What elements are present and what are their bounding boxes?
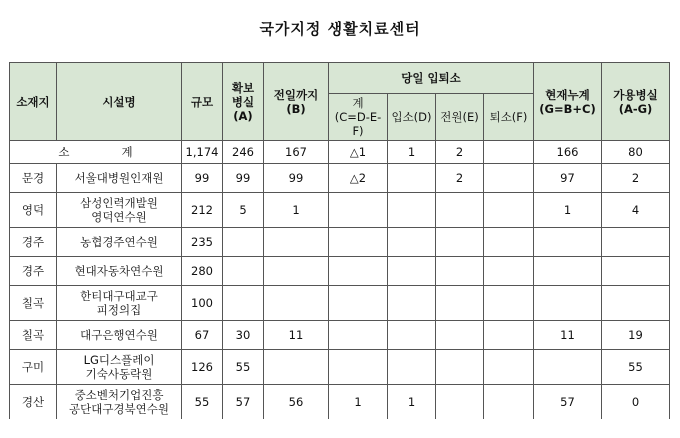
cell-prev: 167: [264, 141, 329, 164]
cell-scale: 100: [182, 286, 223, 321]
cell-region: 경주: [10, 228, 57, 257]
cell-secured: [223, 228, 264, 257]
cell-region: 칠곡: [10, 321, 57, 350]
cell-current: [534, 286, 602, 321]
table-row: [10, 257, 670, 286]
cell-current: 97: [534, 164, 602, 193]
cell-discharge: [484, 257, 534, 286]
page-title: 국가지정 생활치료센터: [259, 20, 421, 38]
cell-facility: 대구은행연수원: [57, 321, 182, 350]
cell-transfer: [436, 350, 484, 385]
table-row: [10, 193, 670, 228]
cell-total: [329, 228, 388, 257]
cell-scale: 212: [182, 193, 223, 228]
cell-available: 0: [602, 385, 670, 420]
cell-transfer: [436, 228, 484, 257]
table-row: [10, 286, 670, 321]
table-row: [10, 228, 670, 257]
cell-scale: 99: [182, 164, 223, 193]
cell-scale: 126: [182, 350, 223, 385]
cell-discharge: [484, 286, 534, 321]
cell-discharge: [484, 141, 534, 164]
header-transfer: 전원(E): [436, 94, 484, 141]
cell-secured: [223, 286, 264, 321]
cell-secured: 30: [223, 321, 264, 350]
cell-scale: 1,174: [182, 141, 223, 164]
cell-total: [329, 193, 388, 228]
header-scale: 규모: [182, 63, 223, 141]
header-secured: 확보 병실 (A): [223, 63, 264, 141]
subtotal-label-b: 계: [121, 145, 133, 159]
cell-current: 1: [534, 193, 602, 228]
cell-current: 57: [534, 385, 602, 420]
cell-admit: 1: [388, 385, 436, 420]
cell-transfer: [436, 286, 484, 321]
cell-facility: 중소벤처기업진흥 공단대구경북연수원: [57, 385, 182, 420]
cell-admit: [388, 350, 436, 385]
cell-secured: 99: [223, 164, 264, 193]
cell-available: [602, 257, 670, 286]
cell-admit: 1: [388, 141, 436, 164]
table-row: [10, 350, 670, 385]
cell-transfer: [436, 257, 484, 286]
cell-region: 영덕: [10, 193, 57, 228]
header-daily-group: 당일 입퇴소: [329, 63, 534, 94]
cell-total: [329, 321, 388, 350]
cell-facility: 현대자동차연수원: [57, 257, 182, 286]
cell-scale: 67: [182, 321, 223, 350]
cell-total: △2: [329, 164, 388, 193]
treatment-center-table: [9, 62, 670, 419]
cell-transfer: [436, 321, 484, 350]
header-total: 계 (C=D-E- F): [329, 94, 388, 141]
header-facility: 시설명: [57, 63, 182, 141]
cell-secured: 246: [223, 141, 264, 164]
cell-discharge: [484, 350, 534, 385]
cell-secured: 55: [223, 350, 264, 385]
cell-scale: 235: [182, 228, 223, 257]
cell-prev: 99: [264, 164, 329, 193]
table-row: [10, 385, 670, 420]
table-row: [10, 321, 670, 350]
header-region: 소재지: [10, 63, 57, 141]
cell-available: 4: [602, 193, 670, 228]
cell-prev: [264, 350, 329, 385]
table-row: [10, 164, 670, 193]
cell-facility: 한티대구대교구 피정의집: [57, 286, 182, 321]
cell-secured: [223, 257, 264, 286]
cell-available: 80: [602, 141, 670, 164]
cell-total: [329, 286, 388, 321]
cell-facility: 삼성인력개발원 영덕연수원: [57, 193, 182, 228]
header-discharge: 퇴소(F): [484, 94, 534, 141]
cell-facility: LG디스플레이 기숙사동락원: [57, 350, 182, 385]
cell-transfer: 2: [436, 164, 484, 193]
table-row-subtotal: [10, 141, 670, 164]
header-admit: 입소(D): [388, 94, 436, 141]
cell-current: [534, 228, 602, 257]
cell-discharge: [484, 164, 534, 193]
cell-current: 11: [534, 321, 602, 350]
cell-total: [329, 350, 388, 385]
subtotal-label: [10, 141, 182, 164]
header-available: 가용병실 (A-G): [602, 63, 670, 141]
cell-current: [534, 257, 602, 286]
cell-total: 1: [329, 385, 388, 420]
cell-secured: 57: [223, 385, 264, 420]
cell-prev: [264, 257, 329, 286]
cell-prev: 11: [264, 321, 329, 350]
cell-transfer: [436, 193, 484, 228]
cell-current: [534, 350, 602, 385]
cell-discharge: [484, 385, 534, 420]
cell-discharge: [484, 193, 534, 228]
cell-region: 문경: [10, 164, 57, 193]
cell-available: [602, 286, 670, 321]
cell-transfer: [436, 385, 484, 420]
cell-available: 55: [602, 350, 670, 385]
cell-admit: [388, 286, 436, 321]
cell-current: 166: [534, 141, 602, 164]
header-current: 현재누계 (G=B+C): [534, 63, 602, 141]
cell-secured: 5: [223, 193, 264, 228]
cell-scale: 280: [182, 257, 223, 286]
subtotal-label-a: 소: [58, 145, 70, 159]
cell-prev: [264, 286, 329, 321]
cell-available: [602, 228, 670, 257]
cell-admit: [388, 321, 436, 350]
cell-admit: [388, 228, 436, 257]
cell-region: 칠곡: [10, 286, 57, 321]
cell-total: [329, 257, 388, 286]
cell-available: 19: [602, 321, 670, 350]
cell-prev: 1: [264, 193, 329, 228]
cell-facility: 서울대병원인재원: [57, 164, 182, 193]
cell-total: △1: [329, 141, 388, 164]
cell-region: 경산: [10, 385, 57, 420]
cell-admit: [388, 257, 436, 286]
cell-prev: 56: [264, 385, 329, 420]
cell-available: 2: [602, 164, 670, 193]
cell-facility: 농협경주연수원: [57, 228, 182, 257]
cell-region: 구미: [10, 350, 57, 385]
cell-transfer: 2: [436, 141, 484, 164]
cell-admit: [388, 193, 436, 228]
cell-discharge: [484, 321, 534, 350]
cell-prev: [264, 228, 329, 257]
cell-scale: 55: [182, 385, 223, 420]
cell-discharge: [484, 228, 534, 257]
cell-region: 경주: [10, 257, 57, 286]
cell-admit: [388, 164, 436, 193]
header-prev: 전일까지 (B): [264, 63, 329, 141]
